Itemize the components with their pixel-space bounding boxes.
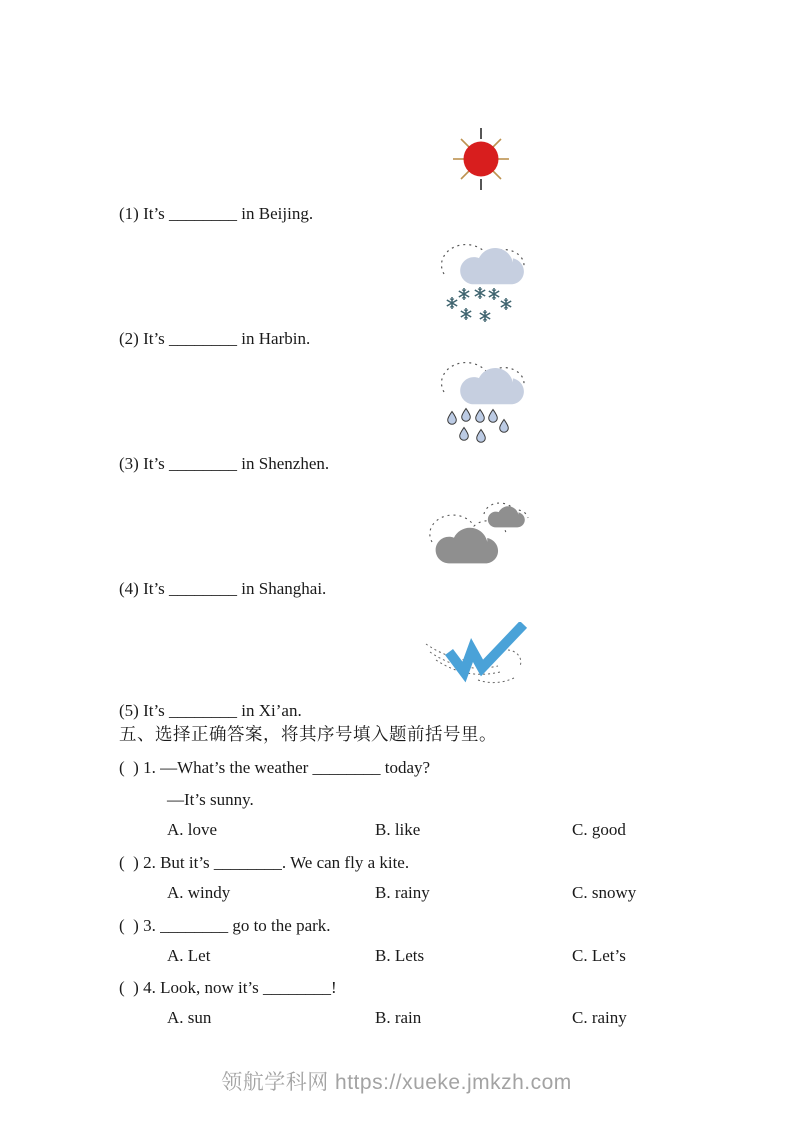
question-3-options <box>119 946 739 970</box>
question-2-options <box>119 883 739 907</box>
site-watermark: 领航学科网 https://xueke.jmkzh.com <box>221 1071 572 1094</box>
snow-cloud-icon <box>428 238 540 335</box>
question-1-answer-line: —It’s sunny. <box>167 790 254 809</box>
question-1-options <box>119 820 739 844</box>
option-a: A. windy <box>167 883 231 902</box>
sun-icon <box>443 126 519 197</box>
windy-icon <box>422 622 532 699</box>
matching-item-3: (3) It’s ________ in Shenzhen. <box>119 454 330 473</box>
option-a: A. Let <box>167 946 211 965</box>
option-b: B. rain <box>375 1008 422 1027</box>
matching-item-5: (5) It’s ________ in Xi’an. <box>119 701 302 720</box>
option-c: C. rainy <box>572 1008 627 1027</box>
question-1: ( ) 1. —What’s the weather ________ today? <box>119 758 431 777</box>
option-c: C. Let’s <box>572 946 626 965</box>
option-c: C. good <box>572 820 626 839</box>
question-4-options <box>119 1008 739 1032</box>
rain-cloud-icon <box>428 358 540 458</box>
cloudy-icon <box>422 496 537 576</box>
question-4: ( ) 4. Look, now it’s ________! <box>119 978 337 997</box>
question-2: ( ) 2. But it’s ________. We can fly a kite. <box>119 853 410 872</box>
matching-item-1: (1) It’s ________ in Beijing. <box>119 204 314 223</box>
option-c: C. snowy <box>572 883 637 902</box>
option-b: B. rainy <box>375 883 430 902</box>
matching-item-2: (2) It’s ________ in Harbin. <box>119 329 311 348</box>
section-header: 五、选择正确答案，将其序号填入题前括号里。 <box>119 724 497 744</box>
option-b: B. like <box>375 820 421 839</box>
matching-item-4: (4) It’s ________ in Shanghai. <box>119 579 327 598</box>
option-a: A. sun <box>167 1008 212 1027</box>
option-b: B. Lets <box>375 946 425 965</box>
option-a: A. love <box>167 820 218 839</box>
question-3: ( ) 3. ________ go to the park. <box>119 916 331 935</box>
